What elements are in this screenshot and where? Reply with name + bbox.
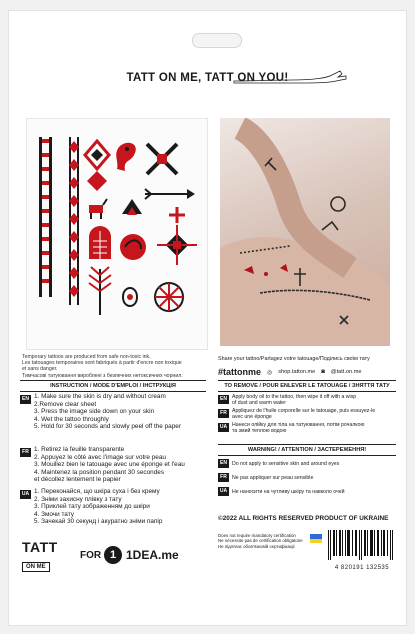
lang-badge-ua: UA [21,491,30,497]
step-fr-1: 1. Retirez la feuille transparente [34,446,125,453]
rooster-motif [120,234,146,260]
slogan: TATT ON ME, TATT ON YOU! [126,72,289,84]
steps-fr [34,446,212,484]
remove-ua [232,422,398,434]
bird-motif [116,143,136,171]
ornament-band-left [39,137,52,297]
step-fr-3: 3. Mouillez bien le tatouage avec une éponge et l'eau [34,461,185,469]
step-ua-3: 3. Приклей тату зображенням до шкіри [34,503,150,511]
sun-motif [155,283,183,311]
idea-logo [104,545,179,565]
step-ua-2: 2. Зніми захисну плівку з тату [34,495,122,503]
small-cross-motif [169,207,185,223]
step-ua-1: 1. Переконайся, що шкіра суха і без крему [34,488,160,495]
remove-lang-fr: FR [218,409,229,418]
remove-fr [232,408,398,420]
steps-ua [34,488,212,526]
cert-en: Does not require mandatory certification [218,533,296,538]
star-cross-motif [157,225,197,265]
intro-line-en: Temporary tattoos are produced from safe non-toxic ink. [22,354,151,360]
arm-with-tattoos [220,118,390,346]
tattoo-designs [27,119,207,349]
warning-title: WARNING! / ATTENTION / ЗАСТЕРЕЖЕННЯ! [218,444,396,456]
remove-fr-1: Appliquez de l'huile corporelle sur le tatouage, puis essuyez-le [232,408,376,414]
lang-badge-en: EN [20,395,31,404]
idea-logo-circle: 1 [104,546,122,564]
idea-logo-text: 1DEA.me [126,548,179,562]
intro-line-fr-2: et sans danger. [22,366,58,373]
rights-text: ©2022 ALL RIGHTS RESERVED PRODUCT OF UKRAINE [218,515,389,522]
model-photo [220,118,390,346]
step-en-1: 1. Make sure the skin is dry and without cream [34,393,166,400]
intro-line-ua: Тимчасові татуювання вироблені з безпечних нетоксичних чорнил. [22,372,183,379]
for-label: FOR [80,550,102,561]
remove-title: TO REMOVE / POUR ENLEVER LE TATOUAGE / ЗНЯТТЯ ТАТУ [218,380,396,392]
cross-star-motif [147,144,177,174]
cert-ua: Не підлягає обов'язковій сертифікації [218,543,295,549]
step-ua-5: 5. Зачекай 30 секунд і акуратно зніми папір [34,518,163,526]
remove-ua-2: та змий теплою водою [232,428,287,435]
step-ua-4: 4. Змочи тату [34,510,74,518]
steps-en [34,393,212,431]
barcode-bars [326,530,398,560]
tulip-motif [122,199,142,215]
instagram-icon: ◙ [321,369,325,375]
logo-tatt-text: TATT [22,539,58,555]
warning-lang-fr: FR [218,473,229,482]
step-en-4: 4. Wet the tattoo throughly [34,415,109,423]
lang-badge-fr: FR [20,448,31,457]
cert-fr: Ne nécessite pas de certification obligatoire [218,538,303,544]
tree-motif [89,267,111,315]
barcode-number: 4 820191 132535 [334,565,390,571]
certification-text [218,533,318,549]
intro-line-fr: Les tatouages temporaires sont fabriqués à partir d'encre non toxique [22,360,182,367]
globe-icon: ◎ [267,369,273,376]
ukraine-flag-icon [310,534,322,543]
step-fr-2: 2. Appuyez le côté avec l'image sur votre peau [34,453,166,461]
rhombus-motif [85,141,109,191]
intro-text [22,354,207,379]
barcode [326,530,398,570]
shop-link[interactable]: shop.tatton.me [278,369,316,375]
warning-lang-ua: UA [219,488,228,494]
remove-en-1: Apply body oil to the tattoo, then wipe it off with a wisp [232,394,357,400]
step-fr-4: 4. Maintenez la position pendant 30 secondes [34,468,165,476]
instruction-title: INSTRUCTION / MODE D'EMPLOI / ІНСТРУКЦІЯ [20,380,206,392]
goat-motif [89,199,107,219]
arrow-motif [145,189,195,199]
hang-hole [192,33,242,48]
warning-ua: Не наносити на чутливу шкіру та навколо очей [232,489,345,495]
remove-lang-ua: UA [219,424,228,430]
warning-fr: Ne pas appliquer sur peau sensible [232,475,314,481]
warning-en: Do not apply to sensitive skin and around eyes [232,461,340,467]
step-en-5: 5. Hold for 30 seconds and slowly peel off the paper [34,423,181,431]
tattoo-sheet [26,118,208,350]
remove-ua-1: Нанеси олійку для тіла на татуювання, потім рочалкою [232,422,365,428]
tatt-on-me-logo [22,540,60,568]
arm-line-icon [232,69,352,85]
remove-en-2: of dust and warm water [232,400,286,407]
share-row [218,366,398,378]
step-en-3: 3. Press the image side down on your skin [34,408,155,416]
instagram-handle[interactable]: @tatt.on.me [330,369,362,375]
step-fr-5: et décollez lentement le papier [34,476,121,484]
step-en-2: 2.Remove clear sheet [34,400,97,408]
share-text: Share your tattoo/Partagez votre tatouage/Поділись своїм тату [218,356,370,362]
remove-fr-2: avec une éponge [232,414,272,421]
remove-lang-en: EN [218,395,229,404]
hashtag: #tattonme [218,367,262,377]
warning-lang-en: EN [218,459,229,468]
arch-window-motif [89,226,111,259]
flower-motif [123,288,137,306]
logo-onme-text: ON ME [22,562,50,572]
remove-en [232,394,398,406]
